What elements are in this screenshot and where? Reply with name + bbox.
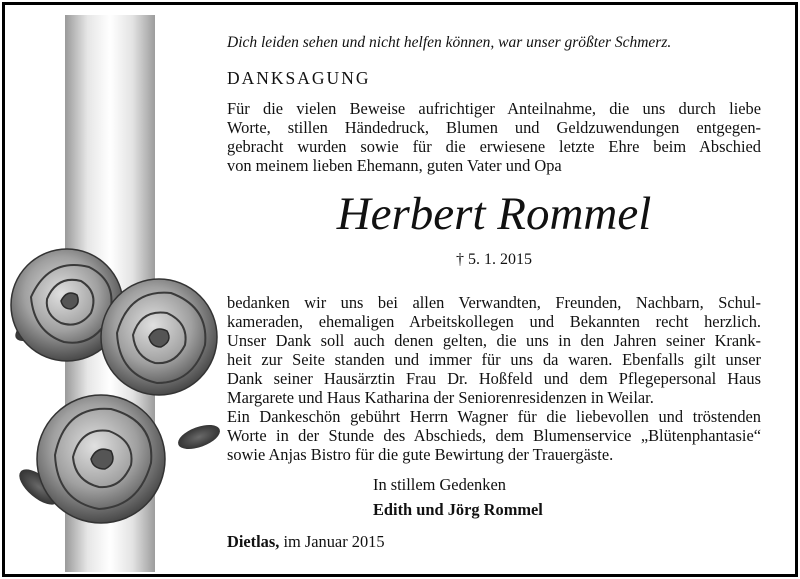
body-line: Unser Dank soll auch denen gelten, die uns in den Jahren seiner Krank- <box>227 331 761 350</box>
intro-paragraph <box>227 99 761 175</box>
intro-line: gebracht wurden sowie für die erwiesene letzte Ehre beim Abschied <box>227 137 761 156</box>
heading: DANKSAGUNG <box>227 68 371 88</box>
intro-line: Worte, stillen Händedruck, Blumen und Geldzuwendungen entgegen- <box>227 118 761 137</box>
body-line: heit zur Seite standen und immer für uns da waren. Ebenfalls gilt unser <box>227 350 761 369</box>
deceased-name: Herbert Rommel <box>336 188 652 240</box>
place-date-line <box>227 532 385 552</box>
body-line: Worte in der Stunde des Abschieds, dem Blumenservice „Blütenphantasie“ <box>227 426 761 445</box>
body-line: sowie Anjas Bistro für die gute Bewirtung der Trauergäste. <box>227 445 614 464</box>
body-line: bedanken wir uns bei allen Verwandten, Freunden, Nachbarn, Schul- <box>227 293 761 312</box>
body-line: Dank seiner Hausärztin Frau Dr. Hoßfeld und dem Pflegepersonal Haus <box>227 369 761 388</box>
date-line: im Januar 2015 <box>283 532 385 551</box>
signers: Edith und Jörg Rommel <box>373 500 543 519</box>
rose-right <box>101 279 217 395</box>
body-line: Ein Dankeschön gebührt Herrn Wagner für die liebevollen und tröstenden <box>227 407 761 426</box>
place: Dietlas, <box>227 532 280 551</box>
rose-bottom <box>37 395 165 523</box>
body-line: kameraden, ehemaligen Arbeitskollegen und Bekannten recht herzlich. <box>227 312 761 331</box>
obituary-card <box>2 2 798 577</box>
closing-text: In stillem Gedenken <box>373 475 506 494</box>
thanks-paragraph <box>227 293 761 464</box>
quote-text: Dich leiden sehen und nicht helfen können, war unser größter Schmerz. <box>227 34 672 51</box>
intro-line: Für die vielen Beweise aufrichtiger Anteilnahme, die uns durch liebe <box>227 99 761 118</box>
roses-image <box>9 237 225 557</box>
intro-line: von meinem lieben Ehemann, guten Vater und Opa <box>227 156 562 175</box>
death-date: † 5. 1. 2015 <box>456 251 532 268</box>
body-line: Margarete und Haus Katharina der Seniorenresidenzen in Weilar. <box>227 388 654 407</box>
